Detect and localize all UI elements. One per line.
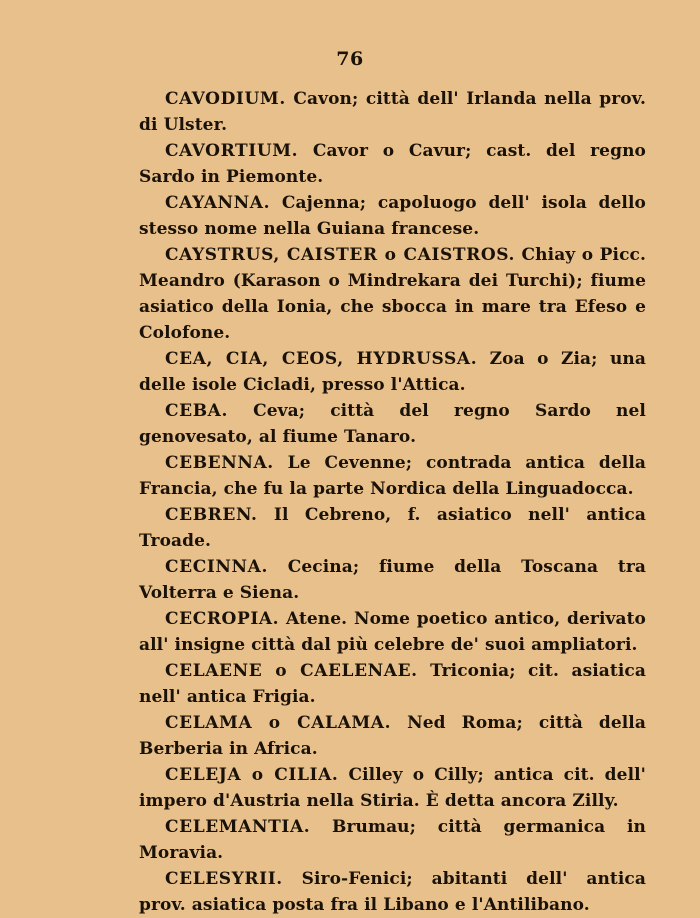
entry [139,866,646,918]
entry-headword: CAVODIUM. [165,89,286,109]
entry-text: Brumau; città germanica in Moravia. [139,817,646,863]
entry [139,606,646,658]
entry-text: Cecina; fiume della Toscana tra Volterra e Siena. [139,557,646,603]
entry [139,658,646,710]
entry [139,138,646,190]
entry-text: Atene. Nome poetico antico, derivato all' insigne città dal più celebre de' suoi ampliatori. [139,609,646,655]
entry [139,502,646,554]
entry-headword: CELEJA o CILIA. [165,765,339,785]
entry-headword: CECINNA. [165,557,268,577]
entry-text: Siro-Fenici; abitanti dell' antica prov. asiatica posta fra il Libano e l'Antilibano. [139,869,646,915]
entry-headword: CEA, CIA, CEOS, HYDRUSSA. [165,349,478,369]
entry-headword: CELAMA o CALAMA. [165,713,392,733]
entry-headword: CAYANNA. [165,193,271,213]
page-number: 76 [336,48,364,70]
entry-headword: CELAENE o CAELENAE. [165,661,418,681]
entry-text: Il Cebreno, f. asiatico nell' antica Troade. [139,505,646,551]
entry-text: Ceva; città del regno Sardo nel genovesato, al fiume Tanaro. [139,401,646,447]
entry-text: Cavor o Cavur; cast. del regno Sardo in Piemonte. [139,141,646,187]
entry [139,814,646,866]
entry-text: Zoa o Zia; una delle isole Cicladi, presso l'Attica. [139,349,646,395]
entry-text: Le Cevenne; contrada antica della Francia, che fu la parte Nordica della Linguadocca. [139,453,646,499]
entry [139,242,646,346]
entry-text: Cajenna; capoluogo dell' isola dello stesso nome nella Guiana francese. [139,193,646,239]
entry-list [139,86,646,918]
entry-text: Triconia; cit. asiatica nell' antica Frigia. [139,661,646,707]
entry-headword: CAYSTRUS, CAISTER o CAISTROS. [165,245,516,265]
entry [139,554,646,606]
entry [139,710,646,762]
entry [139,398,646,450]
entry-text: Cilley o Cilly; antica cit. dell' impero d'Austria nella Stiria. È detta ancora Zilly. [139,765,646,811]
entry [139,346,646,398]
entry [139,190,646,242]
entry [139,86,646,138]
entry [139,450,646,502]
entry-headword: CELEMANTIA. [165,817,311,837]
entry-text: Cavon; città dell' Irlanda nella prov. di Ulster. [139,89,646,135]
entry-text: Chiay o Picc. Meandro (Karason o Mindrekara dei Turchi); fiume asiatico della Ionia, che sbocca in mare tra Efeso e Colofone. [139,245,646,343]
entry-text: Ned Roma; città della Berberia in Africa. [139,713,646,759]
entry-headword: CEBA. [165,401,228,421]
entry-headword: CAVORTIUM. [165,141,299,161]
entry-headword: CELESYRII. [165,869,283,889]
entry-headword: CEBENNA. [165,453,274,473]
entry [139,762,646,814]
entry-headword: CECROPIA. [165,609,280,629]
entry-headword: CEBREN. [165,505,258,525]
